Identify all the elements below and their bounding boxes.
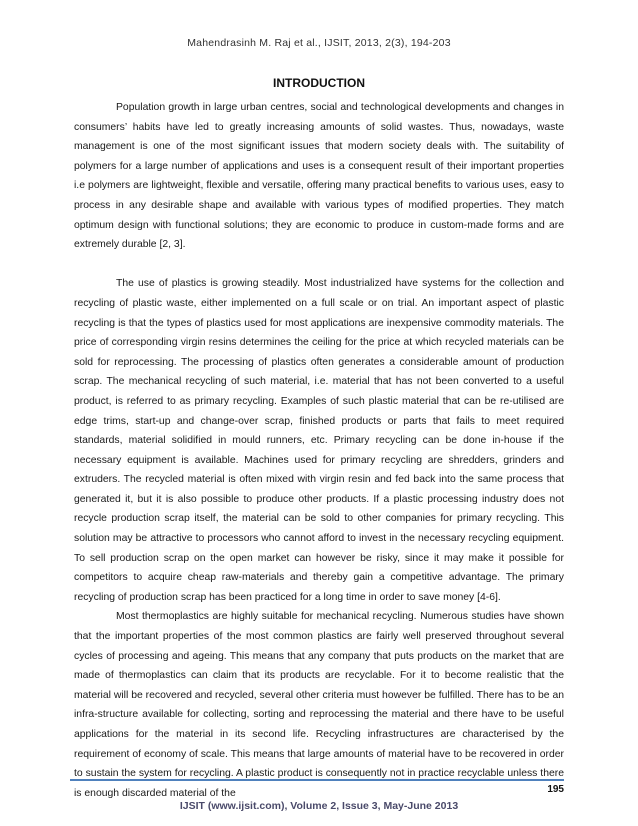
footer-journal-citation: IJSIT (www.ijsit.com), Volume 2, Issue 3, May-June 2013 [179,800,459,812]
paragraph: Most thermoplastics are highly suitable for mechanical recycling. Numerous studies have shown that the important properties of the most common plastics are fairly well preserved throughout several cycles of processing and ageing. This means that any company that puts products on the market that are made of thermoplastics can claim that its products are recyclable. For it to become realistic that the material will be recovered and recycled, several other criteria must however be fulfilled. There has to be an infra-structure available for collecting, sorting and reprocessing the material and there have to be useful applications for the material in its second life. Recycling infrastructures are characterised by the requirement of economy of scale. This means that large amounts of material have to be recovered in order to sustain the system for recycling. A plastic product is consequently not in practice recyclable unless there is enough discarded material of the [74,611,564,799]
paragraph: Population growth in large urban centres, social and technological developments and changes in consumers’ habits have led to greatly increasing amounts of solid wastes. Thus, nowadays, waste management is one of the most significant issues that modern society deals with. The suitability of polymers for a large number of applications and uses is a consequent result of their important properties i.e polymers are lightweight, flexible and versatile, offering many practical benefits to various uses, easy to process in any desirable shape and available with various types of modified properties. They match optimum design with functional solutions; they are economic to produce in custom-made forms and are extremely durable [2, 3]. [74,102,564,251]
section-title: INTRODUCTION [273,76,365,90]
page-number: 195 [547,784,564,795]
body-text [74,98,564,803]
paragraph: The use of plastics is growing steadily. Most industrialized have systems for the collection and recycling of plastic waste, either implemented on a full scale or on trial. An important aspect of plastic recycling is that the types of plastics used for most applications are inexpensive commodity materials. The price of corresponding virgin resins determines the ceiling for the price at which recycled materials can be sold for reprocessing. The processing of plastics often generates a considerable amount of production scrap. The mechanical recycling of such material, i.e. material that has not been converted to a useful product, is referred to as primary recycling. Examples of such plastic material that can be re-utilised are edge trims, start-up and change-over scrap, finished products or parts that fails to meet required standards, material solidified in mould runners, etc. Primary recycling can be done in-house if the necessary equipment is available. Machines used for primary recycling are shredders, grinders and extruders. The recycled material is often mixed with virgin resin and fed back into the same process that generated it, but it is also possible to produce other products. If a plastic processing industry does not recycle production scrap itself, the material can be sold to other companies for primary recycling. This solution may be attractive to processors who cannot afford to invest in the necessary recycling equipment. To sell production scrap on the open market can however be risky, since it may make it possible for competitors to acquire cheap raw-materials and thereby gain a competitive advantage. The primary recycling of production scrap has been practiced for a long time in order to save money [4-6]. [74,278,564,603]
footer-divider [70,779,564,781]
running-header: Mahendrasinh M. Raj et al., IJSIT, 2013, 2(3), 194-203 [187,37,451,49]
